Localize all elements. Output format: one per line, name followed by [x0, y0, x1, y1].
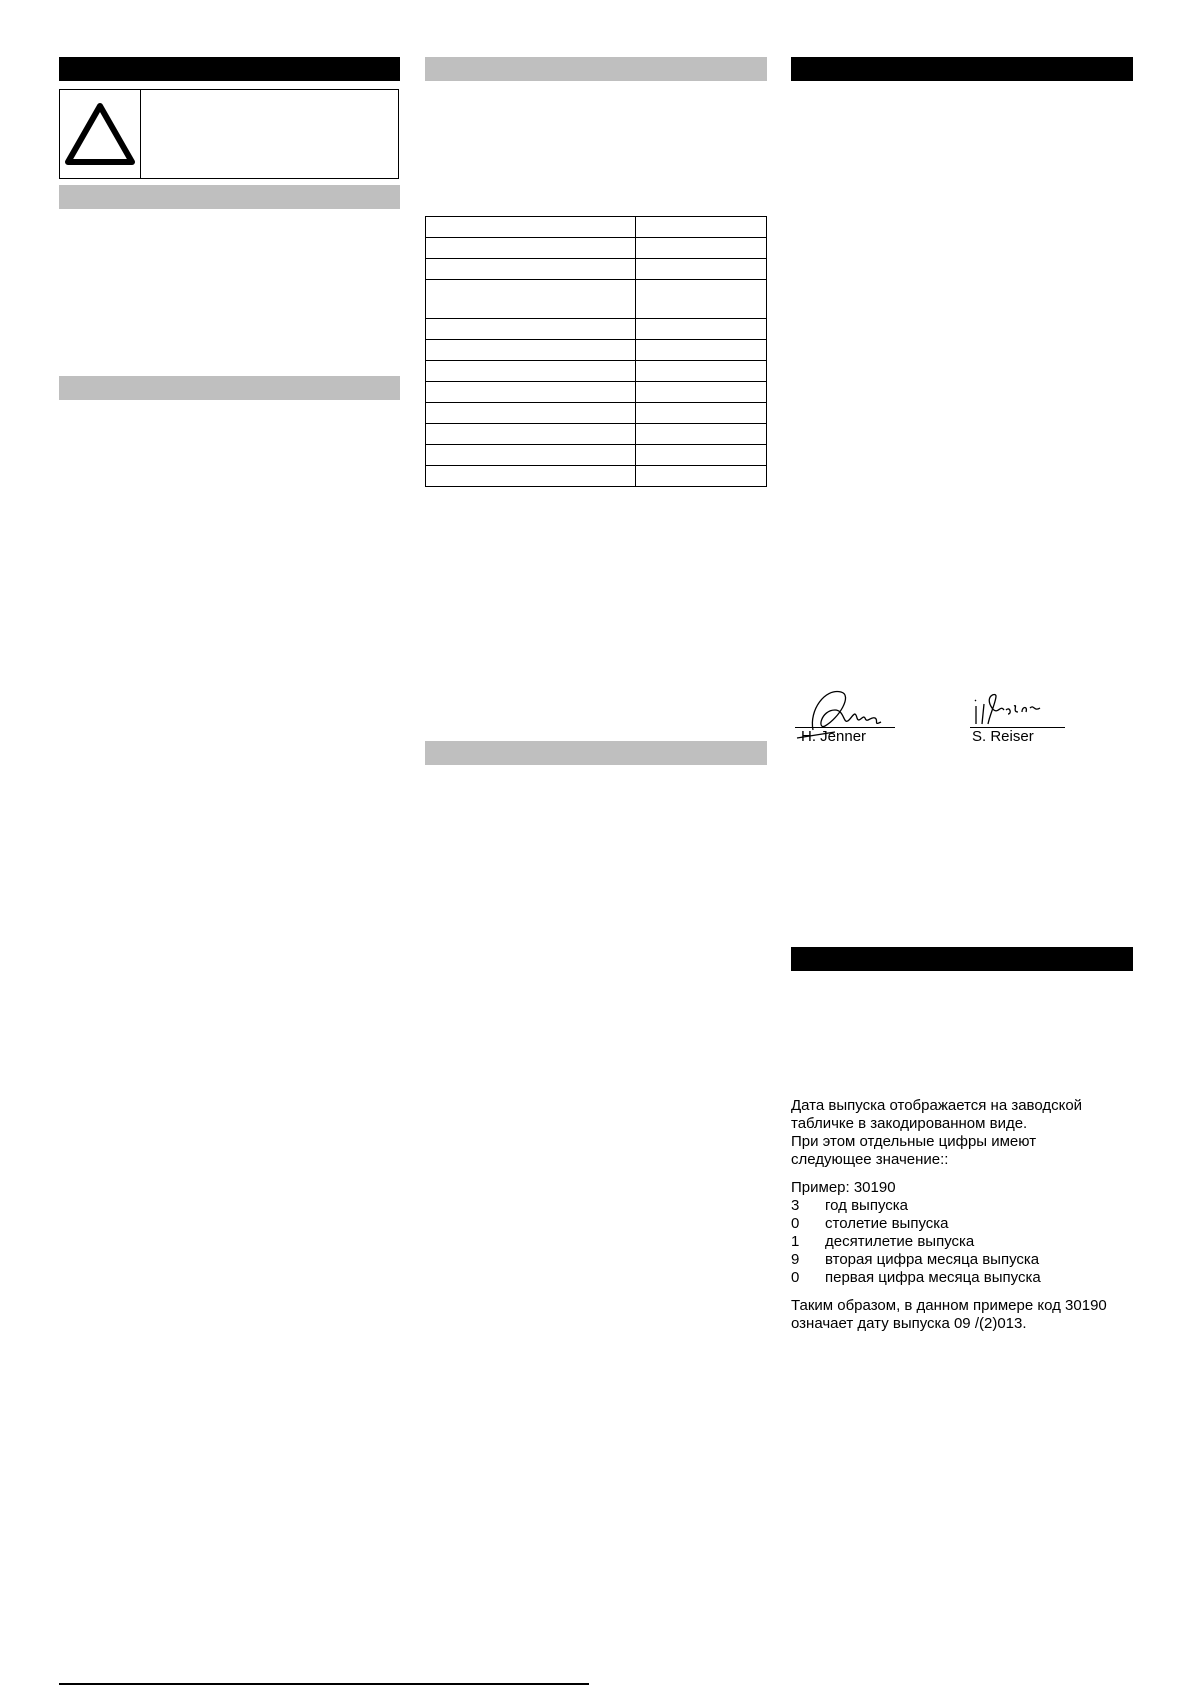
- code-meaning: вторая цифра месяца выпуска: [825, 1251, 1040, 1268]
- date-intro-line: Дата выпуска отображается на заводской: [791, 1097, 1083, 1114]
- table-row: [426, 217, 767, 238]
- production-date-section: [791, 1097, 1131, 1333]
- table-row: [426, 466, 767, 487]
- section-header-bar-7: [791, 947, 1133, 971]
- warning-triangle-icon: [62, 100, 138, 170]
- table-row: [426, 259, 767, 280]
- date-intro-line: При этом отдельные цифры имеют: [791, 1133, 1037, 1150]
- signatory-name-reiser: S. Reiser: [972, 728, 1034, 745]
- warning-box-divider: [140, 90, 141, 178]
- section-header-bar-3: [59, 376, 400, 400]
- table-row: [426, 403, 767, 424]
- section-header-bar-6: [791, 57, 1133, 81]
- date-conclusion-line: означает дату выпуска 09 /(2)013.: [791, 1315, 1027, 1332]
- signatory-name-jenner: H. Jenner: [801, 728, 867, 745]
- code-row: [791, 1215, 1131, 1233]
- technical-data-table: [425, 216, 767, 487]
- warning-box: [59, 89, 399, 179]
- code-row: [791, 1197, 1131, 1215]
- table-row: [426, 280, 767, 319]
- date-intro-line: табличке в закодированном виде.: [791, 1115, 1028, 1132]
- example-label: Пример: 30190: [791, 1179, 896, 1196]
- date-intro-line: следующее значение::: [791, 1151, 949, 1168]
- section-header-bar-4: [425, 57, 767, 81]
- code-digit: 0: [791, 1269, 800, 1286]
- section-header-bar-1: [59, 57, 400, 81]
- table-row: [426, 382, 767, 403]
- signature-reiser: [970, 690, 1070, 730]
- date-conclusion-line: Таким образом, в данном примере код 30190: [791, 1297, 1107, 1314]
- table-row: [426, 424, 767, 445]
- code-row: [791, 1269, 1131, 1287]
- code-meaning: год выпуска: [825, 1197, 909, 1214]
- code-meaning: первая цифра месяца выпуска: [825, 1269, 1041, 1286]
- table-row: [426, 238, 767, 259]
- code-row: [791, 1251, 1131, 1269]
- code-digit: 3: [791, 1197, 800, 1214]
- code-digit: 9: [791, 1251, 800, 1268]
- table-row: [426, 361, 767, 382]
- section-header-bar-2: [59, 185, 400, 209]
- code-meaning: десятилетие выпуска: [825, 1233, 975, 1250]
- code-row: [791, 1233, 1131, 1251]
- code-digit: 0: [791, 1215, 800, 1232]
- code-digit: 1: [791, 1233, 800, 1250]
- section-header-bar-5: [425, 741, 767, 765]
- table-row: [426, 340, 767, 361]
- table-row: [426, 319, 767, 340]
- code-meaning: столетие выпуска: [825, 1215, 949, 1232]
- table-row: [426, 445, 767, 466]
